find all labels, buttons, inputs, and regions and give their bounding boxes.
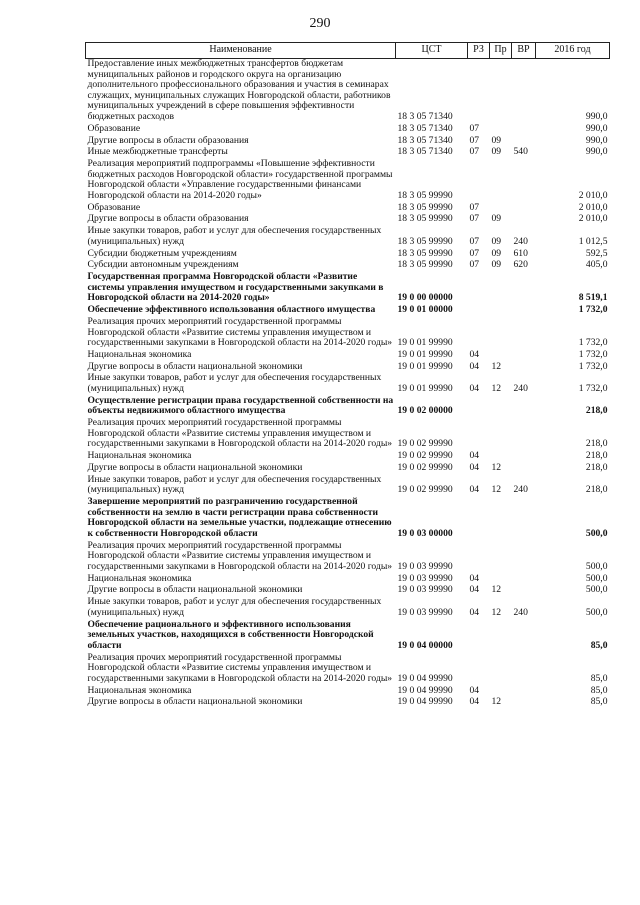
header-pr: Пр bbox=[490, 43, 512, 59]
row-rz-cell: 04 bbox=[469, 461, 480, 473]
row-name-cell: Другие вопросы в области национальной экономики bbox=[87, 696, 303, 708]
row-vr-cell bbox=[512, 59, 536, 124]
row-vr-cell bbox=[512, 203, 536, 215]
row-amount-cell: 500,0 bbox=[585, 572, 608, 584]
row-amount-cell: 990,0 bbox=[585, 146, 608, 158]
row-rz-cell: 04 bbox=[469, 684, 480, 696]
row-cst-cell: 19 0 04 99990 bbox=[397, 672, 453, 684]
header-amount: 2016 год bbox=[536, 43, 610, 59]
header-cst: ЦСТ bbox=[396, 43, 468, 59]
row-vr-cell bbox=[512, 497, 536, 541]
row-rz-cell: 04 bbox=[469, 696, 480, 708]
row-rz-cell bbox=[468, 497, 490, 541]
row-rz-cell bbox=[468, 541, 490, 574]
table-header-row bbox=[86, 43, 610, 59]
row-pr-cell: 09 bbox=[491, 213, 502, 225]
row-name-cell: Субсидии бюджетным учреждениям bbox=[87, 247, 237, 259]
row-pr-cell: 12 bbox=[491, 461, 502, 473]
row-rz-cell bbox=[468, 305, 490, 317]
row-rz-cell: 07 bbox=[469, 134, 480, 146]
row-pr-cell bbox=[490, 124, 512, 136]
row-rz-cell bbox=[468, 317, 490, 350]
row-amount-cell: 405,0 bbox=[585, 259, 608, 271]
row-name-cell: Обеспечение эффективного использования областного имущества bbox=[87, 304, 376, 316]
header-rz: РЗ bbox=[468, 43, 490, 59]
row-rz-cell: 07 bbox=[469, 247, 480, 259]
row-pr-cell: 12 bbox=[491, 383, 502, 395]
row-cst-cell: 19 0 04 00000 bbox=[397, 639, 453, 651]
row-name-cell: Другие вопросы в области национальной экономики bbox=[87, 584, 303, 596]
row-pr-cell: 12 bbox=[491, 696, 502, 708]
row-rz-cell: 07 bbox=[469, 146, 480, 158]
row-cst-cell: 19 0 01 99990 bbox=[397, 383, 453, 395]
row-rz-cell: 04 bbox=[469, 450, 480, 462]
table-row bbox=[86, 475, 610, 497]
row-cst-cell: 19 0 02 99990 bbox=[397, 461, 453, 473]
row-cst-cell: 19 0 03 99990 bbox=[397, 606, 453, 618]
row-name-cell: Другие вопросы в области национальной экономики bbox=[87, 360, 303, 372]
row-amount-cell: 2 010,0 bbox=[578, 189, 608, 201]
row-vr-cell bbox=[512, 686, 536, 698]
row-rz-cell: 04 bbox=[469, 383, 480, 395]
row-rz-cell: 07 bbox=[469, 259, 480, 271]
table-row bbox=[86, 653, 610, 686]
row-cst-cell: 18 3 05 71340 bbox=[397, 146, 453, 158]
table-row bbox=[86, 59, 610, 124]
row-rz-cell: 07 bbox=[469, 213, 480, 225]
row-amount-cell: 500,0 bbox=[585, 606, 608, 618]
row-vr-cell: 240 bbox=[513, 484, 528, 496]
row-rz-cell bbox=[468, 418, 490, 451]
row-cst-cell: 18 3 05 99990 bbox=[397, 201, 453, 213]
row-cst-cell: 18 3 05 99990 bbox=[397, 213, 453, 225]
row-cst-cell: 18 3 05 99990 bbox=[397, 235, 453, 247]
row-cst-cell: 19 0 04 99990 bbox=[397, 696, 453, 708]
page-number: 290 bbox=[309, 16, 331, 31]
row-pr-cell bbox=[490, 305, 512, 317]
row-cst-cell: 19 0 03 99990 bbox=[397, 584, 453, 596]
row-vr-cell: 240 bbox=[513, 235, 528, 247]
row-name-cell: Предоставление иных межбюджетных трансфертов бюджетам муниципальных районов и городского округа на организацию дополнительного профессионального образования и участия в семинарах служащих, муниципальных служащих Новгородской области, работников муниципальных учреждений в сфере повышения эффективности бюджетных расходов bbox=[87, 58, 391, 122]
row-cst-cell: 19 0 04 99990 bbox=[397, 684, 453, 696]
row-cst-cell: 19 0 03 99990 bbox=[397, 560, 453, 572]
row-name-cell: Реализация прочих мероприятий государственной программы Новгородской области «Развитие системы управления имуществом и государственными закупками в Новгородской области на 2014-2020 годы» bbox=[87, 651, 393, 684]
table-row bbox=[86, 396, 610, 418]
row-amount-cell: 85,0 bbox=[590, 639, 608, 651]
row-amount-cell: 218,0 bbox=[585, 438, 608, 450]
row-pr-cell bbox=[490, 497, 512, 541]
row-pr-cell bbox=[490, 418, 512, 451]
row-name-cell: Реализация прочих мероприятий государственной программы Новгородской области «Развитие системы управления имуществом и государственными закупками в Новгородской области на 2014-2020 годы» bbox=[87, 539, 393, 572]
row-vr-cell bbox=[512, 317, 536, 350]
row-pr-cell bbox=[490, 350, 512, 362]
row-rz-cell: 04 bbox=[469, 360, 480, 372]
row-name-cell: Иные закупки товаров, работ и услуг для обеспечения государственных (муниципальных) нужд bbox=[87, 225, 382, 247]
row-amount-cell: 2 010,0 bbox=[578, 213, 608, 225]
row-rz-cell bbox=[468, 620, 490, 653]
row-rz-cell: 07 bbox=[469, 122, 480, 134]
table-row bbox=[86, 272, 610, 305]
row-rz-cell bbox=[468, 653, 490, 686]
row-rz-cell bbox=[468, 59, 490, 124]
row-name-cell: Реализация мероприятий подпрограммы «Повышение эффективности бюджетных расходов Новгородской области» государственной программы Новгородской области «Управление государственными финансами Новгородской области на 2014-2020 годы» bbox=[87, 158, 393, 201]
row-name-cell: Иные закупки товаров, работ и услуг для обеспечения государственных (муниципальных) нужд bbox=[87, 473, 382, 496]
row-pr-cell: 09 bbox=[491, 134, 502, 146]
row-name-cell: Субсидии автономным учреждениям bbox=[87, 259, 239, 271]
row-cst-cell: 19 0 03 99990 bbox=[397, 572, 453, 584]
row-name-cell: Образование bbox=[87, 201, 141, 213]
row-amount-cell: 218,0 bbox=[585, 484, 608, 496]
budget-table bbox=[85, 42, 610, 709]
row-amount-cell: 500,0 bbox=[585, 560, 608, 572]
row-vr-cell bbox=[512, 653, 536, 686]
row-vr-cell bbox=[512, 305, 536, 317]
row-cst-cell: 18 3 05 71340 bbox=[397, 134, 453, 146]
table-row bbox=[86, 317, 610, 350]
row-name-cell: Другие вопросы в области национальной экономики bbox=[87, 461, 303, 473]
table-row bbox=[86, 463, 610, 475]
row-vr-cell bbox=[512, 396, 536, 418]
row-amount-cell: 1 732,0 bbox=[578, 348, 608, 360]
row-rz-cell: 07 bbox=[469, 235, 480, 247]
row-rz-cell bbox=[468, 159, 490, 203]
row-rz-cell: 04 bbox=[469, 484, 480, 496]
row-amount-cell: 1 732,0 bbox=[578, 360, 608, 372]
row-amount-cell: 990,0 bbox=[585, 122, 608, 134]
row-cst-cell: 19 0 01 99990 bbox=[397, 337, 453, 349]
table-row bbox=[86, 226, 610, 248]
table-row bbox=[86, 418, 610, 451]
row-pr-cell bbox=[490, 272, 512, 305]
row-pr-cell: 09 bbox=[491, 247, 502, 259]
row-pr-cell bbox=[490, 541, 512, 574]
row-cst-cell: 18 3 05 99990 bbox=[397, 189, 453, 201]
row-pr-cell bbox=[490, 317, 512, 350]
row-vr-cell bbox=[512, 451, 536, 463]
row-name-cell: Другие вопросы в области образования bbox=[87, 213, 249, 225]
row-amount-cell: 990,0 bbox=[585, 110, 608, 122]
row-vr-cell bbox=[512, 541, 536, 574]
row-rz-cell bbox=[468, 396, 490, 418]
row-vr-cell: 240 bbox=[513, 383, 528, 395]
row-rz-cell: 04 bbox=[469, 606, 480, 618]
row-amount-cell: 8 519,1 bbox=[578, 292, 608, 304]
row-rz-cell bbox=[468, 272, 490, 305]
row-name-cell: Иные закупки товаров, работ и услуг для обеспечения государственных (муниципальных) нужд bbox=[87, 372, 382, 395]
row-vr-cell bbox=[512, 159, 536, 203]
row-name-cell: Государственная программа Новгородской области «Развитие системы управления имуществом и государственными закупками в Новгородской области на 2014-2020 годы» bbox=[87, 271, 384, 304]
row-vr-cell bbox=[512, 463, 536, 475]
row-amount-cell: 500,0 bbox=[585, 527, 608, 539]
row-cst-cell: 19 0 01 99990 bbox=[397, 360, 453, 372]
row-name-cell: Реализация прочих мероприятий государственной программы Новгородской области «Развитие системы управления имуществом и государственными закупками в Новгородской области на 2014-2020 годы» bbox=[87, 417, 393, 450]
row-pr-cell: 09 bbox=[491, 259, 502, 271]
row-amount-cell: 1 732,0 bbox=[578, 304, 608, 316]
row-cst-cell: 19 0 02 99990 bbox=[397, 484, 453, 496]
row-vr-cell: 540 bbox=[513, 146, 528, 158]
row-cst-cell: 19 0 02 99990 bbox=[397, 450, 453, 462]
table-row bbox=[86, 497, 610, 541]
row-amount-cell: 218,0 bbox=[585, 461, 608, 473]
row-vr-cell bbox=[512, 362, 536, 374]
row-rz-cell: 04 bbox=[469, 584, 480, 596]
row-pr-cell: 12 bbox=[491, 484, 502, 496]
row-amount-cell: 218,0 bbox=[585, 405, 608, 417]
row-vr-cell bbox=[512, 214, 536, 226]
row-amount-cell: 2 010,0 bbox=[578, 201, 608, 213]
row-name-cell: Иные закупки товаров, работ и услуг для обеспечения государственных (муниципальных) нужд bbox=[87, 596, 382, 618]
row-amount-cell: 592,5 bbox=[585, 247, 608, 259]
row-rz-cell: 04 bbox=[469, 348, 480, 360]
header-name: Наименование bbox=[86, 43, 396, 59]
row-amount-cell: 85,0 bbox=[590, 672, 608, 684]
row-vr-cell bbox=[512, 574, 536, 586]
row-name-cell: Иные межбюджетные трансферты bbox=[87, 146, 228, 158]
row-amount-cell: 85,0 bbox=[590, 684, 608, 696]
row-rz-cell: 04 bbox=[469, 572, 480, 584]
row-name-cell: Другие вопросы в области образования bbox=[87, 134, 249, 146]
row-cst-cell: 19 0 03 00000 bbox=[397, 527, 453, 539]
row-amount-cell: 1 732,0 bbox=[578, 383, 608, 395]
row-vr-cell bbox=[512, 697, 536, 709]
table-row bbox=[86, 697, 610, 709]
row-cst-cell: 19 0 01 00000 bbox=[397, 304, 453, 316]
row-name-cell: Национальная экономика bbox=[87, 684, 192, 696]
row-name-cell: Реализация прочих мероприятий государственной программы Новгородской области «Развитие системы управления имуществом и государственными закупками в Новгородской области на 2014-2020 годы» bbox=[87, 315, 393, 349]
row-vr-cell: 610 bbox=[513, 247, 528, 259]
row-cst-cell: 19 0 02 99990 bbox=[397, 438, 453, 450]
table-row bbox=[86, 350, 610, 362]
row-pr-cell bbox=[490, 620, 512, 653]
row-pr-cell: 12 bbox=[491, 360, 502, 372]
row-amount-cell: 85,0 bbox=[590, 696, 608, 708]
row-name-cell: Национальная экономика bbox=[87, 572, 192, 584]
row-cst-cell: 18 3 05 99990 bbox=[397, 259, 453, 271]
row-vr-cell: 240 bbox=[513, 606, 528, 618]
row-amount-cell: 1 732,0 bbox=[578, 337, 608, 349]
table-row bbox=[86, 159, 610, 203]
row-cst-cell: 19 0 00 00000 bbox=[397, 292, 453, 304]
row-cst-cell: 19 0 02 00000 bbox=[397, 405, 453, 417]
row-name-cell: Образование bbox=[87, 122, 141, 134]
row-name-cell: Обеспечение рационального и эффективного использования земельных участков, находящихся в собственности Новгородской области bbox=[87, 618, 374, 651]
row-cst-cell: 19 0 01 99990 bbox=[397, 348, 453, 360]
row-pr-cell: 09 bbox=[491, 146, 502, 158]
row-vr-cell: 620 bbox=[513, 259, 528, 271]
row-amount-cell: 500,0 bbox=[585, 584, 608, 596]
row-pr-cell bbox=[490, 59, 512, 124]
row-vr-cell bbox=[512, 350, 536, 362]
row-vr-cell bbox=[512, 272, 536, 305]
table-row bbox=[86, 620, 610, 653]
row-pr-cell: 09 bbox=[491, 235, 502, 247]
row-amount-cell: 218,0 bbox=[585, 450, 608, 462]
table-row bbox=[86, 373, 610, 395]
row-vr-cell bbox=[512, 620, 536, 653]
row-pr-cell: 12 bbox=[491, 606, 502, 618]
row-vr-cell bbox=[512, 124, 536, 136]
row-pr-cell: 12 bbox=[491, 584, 502, 596]
row-pr-cell bbox=[490, 653, 512, 686]
row-amount-cell: 1 012,5 bbox=[578, 235, 608, 247]
row-name-cell: Завершение мероприятий по разграничению государственной собственности на землю в части регистрации права собственности Новгородской области на земельные участки, подлежащие отнесению к собственности Новгородской области bbox=[87, 496, 392, 539]
table-row bbox=[86, 124, 610, 136]
row-name-cell: Осуществление регистрации права государственной собственности на объекты недвижимого областного имущества bbox=[87, 394, 394, 417]
row-cst-cell: 18 3 05 71340 bbox=[397, 110, 453, 122]
row-amount-cell: 990,0 bbox=[585, 134, 608, 146]
row-rz-cell: 07 bbox=[469, 201, 480, 213]
row-name-cell: Национальная экономика bbox=[87, 348, 192, 360]
row-name-cell: Национальная экономика bbox=[87, 450, 192, 462]
row-cst-cell: 18 3 05 71340 bbox=[397, 122, 453, 134]
header-vr: ВР bbox=[512, 43, 536, 59]
row-vr-cell bbox=[512, 585, 536, 597]
row-cst-cell: 18 3 05 99990 bbox=[397, 247, 453, 259]
table-row bbox=[86, 597, 610, 619]
row-pr-cell bbox=[490, 159, 512, 203]
table-row bbox=[86, 541, 610, 574]
row-pr-cell bbox=[490, 396, 512, 418]
table-body bbox=[86, 59, 610, 710]
row-vr-cell bbox=[512, 418, 536, 451]
